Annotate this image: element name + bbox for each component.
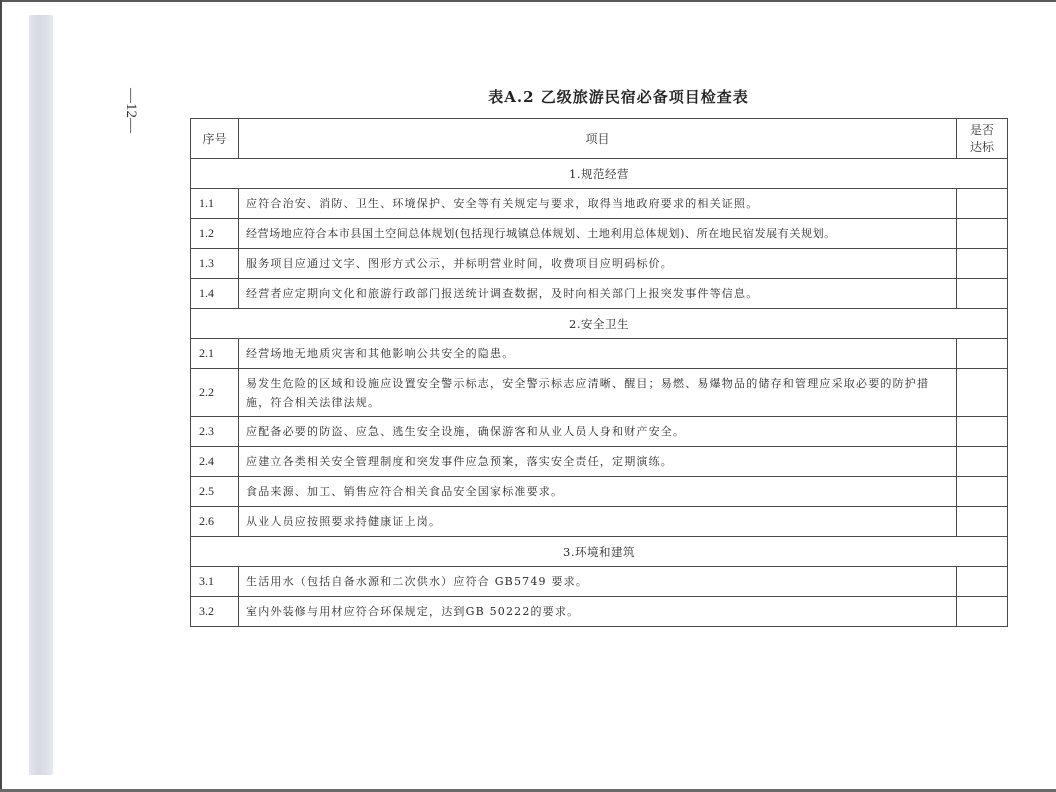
row-number: 2.5 xyxy=(191,477,239,507)
table-row xyxy=(191,369,1008,417)
section-title: 3.环境和建筑 xyxy=(191,537,1008,567)
row-item: 从业人员应按照要求持健康证上岗。 xyxy=(239,507,957,537)
table-row xyxy=(191,279,1008,309)
section-title: 1.规范经营 xyxy=(191,159,1008,189)
compliance-cell[interactable] xyxy=(957,507,1008,537)
compliance-cell[interactable] xyxy=(957,447,1008,477)
binding-strip xyxy=(29,15,53,775)
section-row xyxy=(191,537,1008,567)
row-number: 1.3 xyxy=(191,249,239,279)
row-item: 生活用水（包括自备水源和二次供水）应符合 GB5749 要求。 xyxy=(239,567,957,597)
table-header-row xyxy=(191,119,1008,159)
header-item: 项目 xyxy=(239,119,957,159)
page-number xyxy=(115,85,145,135)
compliance-cell[interactable] xyxy=(957,477,1008,507)
row-item: 室内外装修与用材应符合环保规定，达到GB 50222的要求。 xyxy=(239,597,957,627)
table-row xyxy=(191,189,1008,219)
row-item: 经营场地应符合本市县国土空间总体规划(包括现行城镇总体规划、土地利用总体规划)、所在地民宿发展有关规划。 xyxy=(239,219,957,249)
row-number: 1.4 xyxy=(191,279,239,309)
compliance-cell[interactable] xyxy=(957,219,1008,249)
compliance-cell[interactable] xyxy=(957,567,1008,597)
table-row xyxy=(191,507,1008,537)
table-row xyxy=(191,477,1008,507)
row-number: 2.3 xyxy=(191,417,239,447)
page-number-text: —12— xyxy=(122,87,139,133)
row-item: 应建立各类相关安全管理制度和突发事件应急预案，落实安全责任，定期演练。 xyxy=(239,447,957,477)
header-number: 序号 xyxy=(191,119,239,159)
table-title: 表A.2 乙级旅游民宿必备项目检查表 xyxy=(488,88,749,106)
header-compliance-text: 是否 达标 xyxy=(969,122,994,154)
compliance-cell[interactable] xyxy=(957,189,1008,219)
scan-edge-left xyxy=(0,0,2,792)
row-number: 3.1 xyxy=(191,567,239,597)
table-row xyxy=(191,447,1008,477)
row-item: 经营场地无地质灾害和其他影响公共安全的隐患。 xyxy=(239,339,957,369)
row-number: 2.4 xyxy=(191,447,239,477)
row-item: 易发生危险的区域和设施应设置安全警示标志，安全警示标志应清晰、醒目；易燃、易爆物品的储存和管理应采取必要的防护措施，符合相关法律法规。 xyxy=(239,369,957,417)
compliance-cell[interactable] xyxy=(957,417,1008,447)
row-number: 2.6 xyxy=(191,507,239,537)
header-compliance xyxy=(957,119,1008,159)
checklist-table xyxy=(190,118,1008,627)
row-item: 食品来源、加工、销售应符合相关食品安全国家标准要求。 xyxy=(239,477,957,507)
row-number: 2.2 xyxy=(191,369,239,417)
table-row xyxy=(191,567,1008,597)
table-row xyxy=(191,339,1008,369)
compliance-cell[interactable] xyxy=(957,339,1008,369)
scan-edge-top xyxy=(0,0,1056,2)
row-number: 2.1 xyxy=(191,339,239,369)
row-number: 3.2 xyxy=(191,597,239,627)
row-item: 经营者应定期向文化和旅游行政部门报送统计调查数据，及时向相关部门上报突发事件等信息。 xyxy=(239,279,957,309)
section-row xyxy=(191,159,1008,189)
row-item: 应符合治安、消防、卫生、环境保护、安全等有关规定与要求，取得当地政府要求的相关证照。 xyxy=(239,189,957,219)
table-row xyxy=(191,249,1008,279)
section-row xyxy=(191,309,1008,339)
table-row xyxy=(191,219,1008,249)
row-number: 1.2 xyxy=(191,219,239,249)
table-row xyxy=(191,417,1008,447)
compliance-cell[interactable] xyxy=(957,369,1008,417)
section-title: 2.安全卫生 xyxy=(191,309,1008,339)
row-item: 应配备必要的防盗、应急、逃生安全设施，确保游客和从业人员人身和财产安全。 xyxy=(239,417,957,447)
row-item: 服务项目应通过文字、图形方式公示，并标明营业时间，收费项目应明码标价。 xyxy=(239,249,957,279)
table-row xyxy=(191,597,1008,627)
compliance-cell[interactable] xyxy=(957,597,1008,627)
row-number: 1.1 xyxy=(191,189,239,219)
compliance-cell[interactable] xyxy=(957,279,1008,309)
compliance-cell[interactable] xyxy=(957,249,1008,279)
